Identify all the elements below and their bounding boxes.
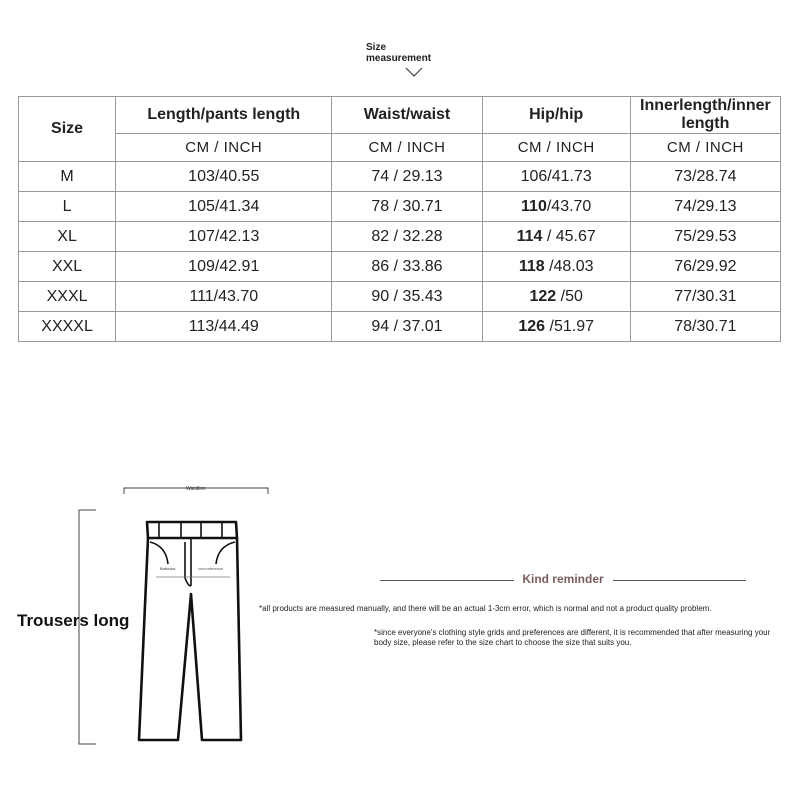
inner-length-cell: 75/29.53 xyxy=(630,222,780,252)
size-cell: XXXL xyxy=(19,282,116,312)
hip-cm-value: 126 xyxy=(518,317,546,335)
hip-cm-value: 118 xyxy=(518,257,545,275)
hip-cell xyxy=(482,192,630,222)
waist-cell: 94 / 37.01 xyxy=(332,312,482,342)
table-row xyxy=(19,222,781,252)
waist-cell: 82 / 32.28 xyxy=(332,222,482,252)
trousers-long-label: Trousers long xyxy=(17,611,130,630)
size-header: Size xyxy=(19,97,116,162)
waist-unit: CM / INCH xyxy=(332,134,482,162)
size-measurement-title xyxy=(366,42,431,64)
length-cell: 105/41.34 xyxy=(116,192,332,222)
length-cell: 109/42.91 xyxy=(116,252,332,282)
table-row xyxy=(19,312,781,342)
hip-cell xyxy=(482,162,630,192)
hip-cell xyxy=(482,282,630,312)
size-cell: XXXXL xyxy=(19,312,116,342)
length-cell: 107/42.13 xyxy=(116,222,332,252)
length-cell: 113/44.49 xyxy=(116,312,332,342)
inner-length-cell: 77/30.31 xyxy=(630,282,780,312)
size-cell: XL xyxy=(19,222,116,252)
waistline-label: Waistline xyxy=(185,486,207,492)
buttocks-label: Buttocks xyxy=(160,566,176,571)
reminder-note-size: *since everyone's clothing style grids and preferences are different, it is recommended that after measuring your body size, please refer to the size chart to choose the size that suits you. xyxy=(374,628,771,647)
hip-inch-value: /41.73 xyxy=(547,167,592,185)
title-line-2: measurement xyxy=(366,53,432,64)
waist-cell: 78 / 30.71 xyxy=(332,192,482,222)
inner-length-cell: 73/28.74 xyxy=(630,162,780,192)
hip-cm-value: 122 xyxy=(529,287,557,305)
inner-length-cell: 76/29.92 xyxy=(630,252,780,282)
inner-length-unit: CM / INCH xyxy=(630,134,780,162)
table-row xyxy=(19,252,781,282)
hip-inch-value: /50 xyxy=(556,287,583,305)
length-unit: CM / INCH xyxy=(116,134,332,162)
waist-cell: 86 / 33.86 xyxy=(332,252,482,282)
trousers-outline xyxy=(139,522,241,740)
inner-length-cell: 74/29.13 xyxy=(630,192,780,222)
waist-cell: 90 / 35.43 xyxy=(332,282,482,312)
inner-length-header: Innerlength/inner length xyxy=(630,97,780,134)
hip-inch-value: /48.03 xyxy=(544,257,594,275)
size-chart-table xyxy=(18,96,781,342)
circumference-label: circumference xyxy=(198,566,224,571)
table-row xyxy=(19,282,781,312)
hip-inch-value: /51.97 xyxy=(545,317,594,335)
table-header-row xyxy=(19,97,781,134)
hip-inch-value: /43.70 xyxy=(546,197,592,215)
hip-cell xyxy=(482,312,630,342)
length-header: Length/pants length xyxy=(116,97,332,134)
reminder-divider-right xyxy=(613,580,746,581)
hip-cm-value: 114 xyxy=(516,227,543,245)
length-cell: 111/43.70 xyxy=(116,282,332,312)
reminder-title: Kind reminder xyxy=(522,572,604,586)
hip-unit: CM / INCH xyxy=(482,134,630,162)
trousers-details xyxy=(150,522,235,586)
table-row xyxy=(19,192,781,222)
length-cell: 103/40.55 xyxy=(116,162,332,192)
hip-header: Hip/hip xyxy=(482,97,630,134)
table-units-row xyxy=(19,134,781,162)
title-line-1: Size xyxy=(366,42,387,53)
size-cell: L xyxy=(19,192,116,222)
hip-cell xyxy=(482,222,630,252)
chevron-down-icon xyxy=(404,66,424,78)
size-cell: M xyxy=(19,162,116,192)
table-row xyxy=(19,162,781,192)
hip-cell xyxy=(482,252,630,282)
waist-header: Waist/waist xyxy=(332,97,482,134)
hip-cm-value: 110 xyxy=(521,197,547,215)
hip-cm-value: 106 xyxy=(520,167,548,185)
reminder-note-error: *all products are measured manually, and there will be an actual 1-3cm error, which is normal and not a product quality problem. xyxy=(259,604,712,613)
waist-cell: 74 / 29.13 xyxy=(332,162,482,192)
kind-reminder xyxy=(380,572,746,590)
size-cell: XXL xyxy=(19,252,116,282)
inner-length-cell: 78/30.71 xyxy=(630,312,780,342)
hip-inch-value: / 45.67 xyxy=(542,227,596,245)
